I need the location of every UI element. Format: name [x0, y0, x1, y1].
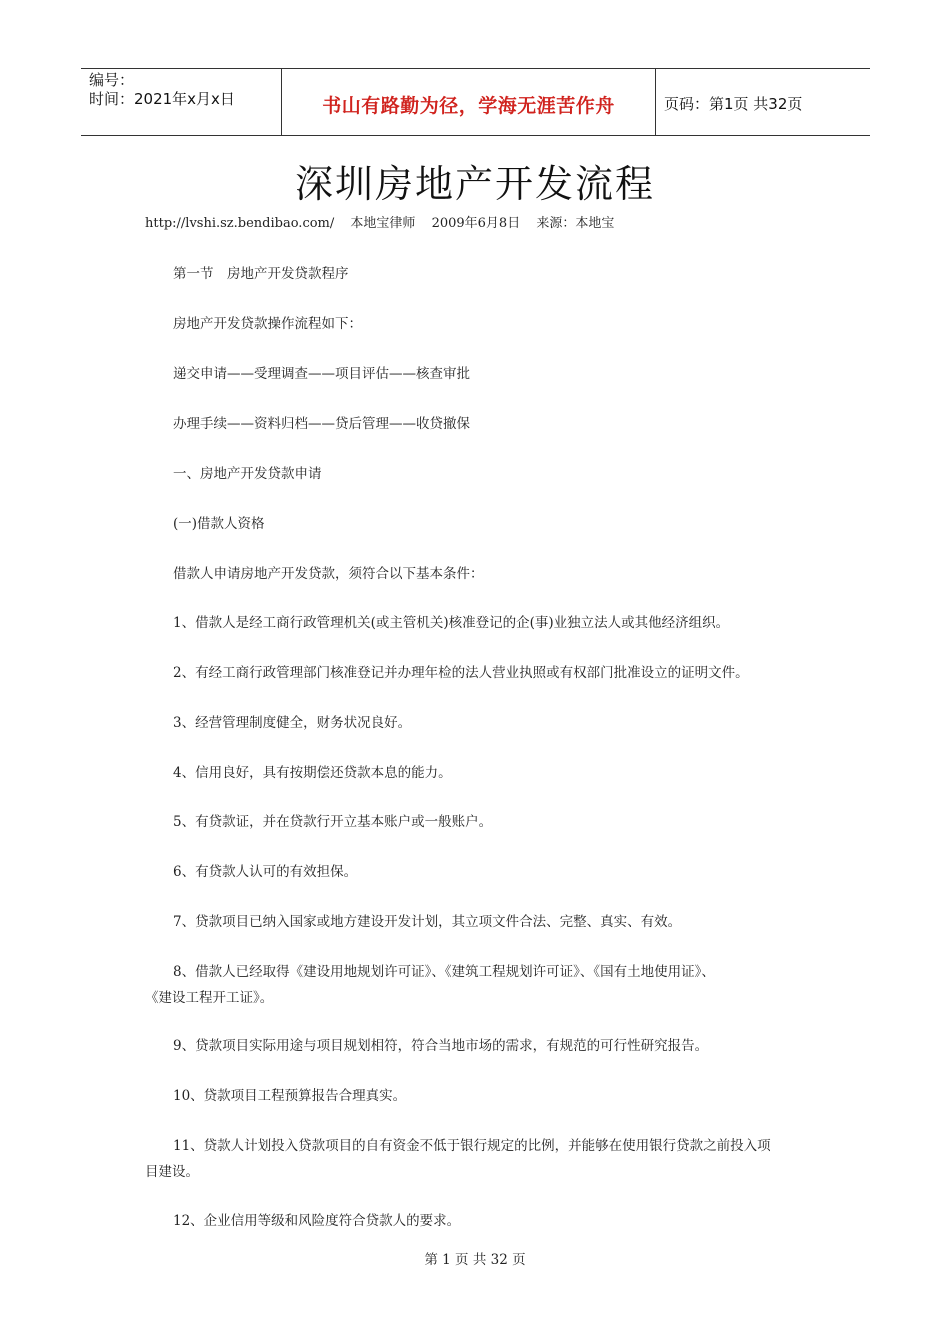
list-item-continuation: 目建设。	[145, 1164, 199, 1180]
document-header	[81, 68, 870, 136]
paragraph: 办理手续——资料归档——贷后管理——收贷撤保	[173, 416, 470, 432]
list-item: 11、贷款人计划投入贷款项目的自有资金不低于银行规定的比例，并能够在使用银行贷款之前投入项	[173, 1138, 771, 1154]
header-info-cell	[81, 69, 282, 135]
list-item: 7、贷款项目已纳入国家或地方建设开发计划，其立项文件合法、完整、真实、有效。	[173, 914, 682, 930]
list-item: 10、贷款项目工程预算报告合理真实。	[173, 1088, 407, 1104]
list-item-continuation: 《建设工程开工证》。	[145, 990, 274, 1006]
list-item: 6、有贷款人认可的有效担保。	[173, 864, 358, 880]
source-url: http://lvshi.sz.bendibao.com/	[145, 216, 335, 231]
source-author: 本地宝律师	[350, 216, 416, 231]
document-title: 深圳房地产开发流程	[294, 162, 655, 206]
list-item: 5、有贷款证，并在贷款行开立基本账户或一般账户。	[173, 814, 493, 830]
paragraph: 递交申请——受理调查——项目评估——核查审批	[173, 366, 470, 382]
page-number-label: 页码：第1页 共32页	[664, 95, 803, 113]
list-item: 8、借款人已经取得《建设用地规划许可证》、《建筑工程规划许可证》、《国有土地使用证》、	[173, 964, 715, 980]
list-item: 1、借款人是经工商行政管理机关(或主管机关)核准登记的企(事)业独立法人或其他经济组织。	[173, 615, 730, 631]
section-heading: 第一节 房地产开发贷款程序	[173, 266, 349, 282]
subheading: (一)借款人资格	[173, 516, 265, 532]
list-item: 3、经营管理制度健全，财务状况良好。	[173, 715, 412, 731]
subheading: 一、房地产开发贷款申请	[173, 466, 322, 482]
header-page-cell	[656, 69, 870, 135]
paragraph: 房地产开发贷款操作流程如下：	[173, 316, 362, 332]
list-item: 12、企业信用等级和风险度符合贷款人的要求。	[173, 1213, 461, 1229]
header-motto-cell	[282, 69, 656, 135]
page-footer: 第 1 页 共 32 页	[424, 1252, 526, 1268]
list-item: 2、有经工商行政管理部门核准登记并办理年检的法人营业执照或有权部门批准设立的证明文件。	[173, 665, 749, 681]
list-item: 4、信用良好，具有按期偿还贷款本息的能力。	[173, 765, 452, 781]
time-label: 时间：2021年x月x日	[89, 90, 235, 108]
paragraph: 借款人申请房地产开发贷款，须符合以下基本条件：	[173, 566, 484, 582]
number-label: 编号：	[89, 71, 135, 89]
source-line	[145, 212, 626, 231]
motto-text: 书山有路勤为径，学海无涯苦作舟	[322, 95, 615, 117]
list-item: 9、贷款项目实际用途与项目规划相符，符合当地市场的需求，有规范的可行性研究报告。	[173, 1038, 709, 1054]
source-origin: 来源：本地宝	[536, 216, 615, 231]
source-date: 2009年6月8日	[431, 216, 521, 231]
